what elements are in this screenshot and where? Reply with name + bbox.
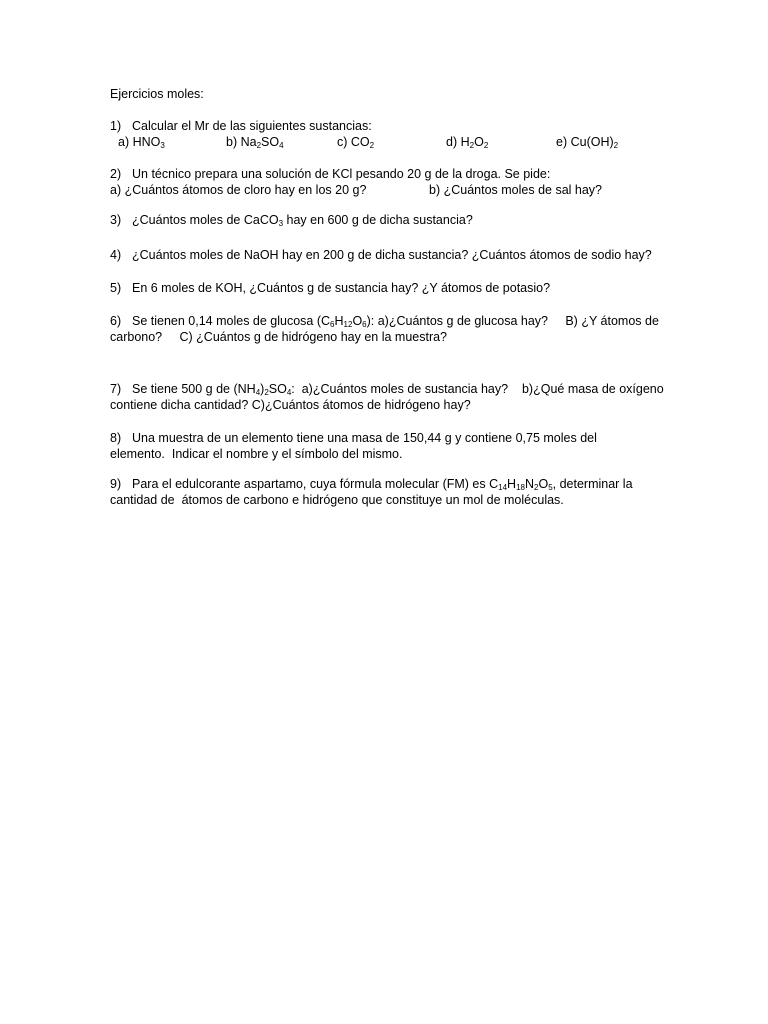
exercise-4: 4) ¿Cuántos moles de NaOH hay en 200 g de dicha sustancia? ¿Cuántos átomos de sodio hay? [110,248,652,262]
exercise-text: Un técnico prepara una solución de KCl pesando 20 g de la droga. Se pide: [132,167,551,181]
option-e: e) $Cu(OH)_2$ [556,135,619,150]
exercise-9: 9) Para el edulcorante aspartamo, cuya fórmula molecular (FM) es $C_{14}H_{18}N_2O_5$, determinar la cantidad de átomos de carbono e hidrógeno que constituye un mol de moléculas. [110,477,633,507]
exercise-8: 8) Una muestra de un elemento tiene una masa de 150,44 g y contiene 0,75 moles del elemento. Indicar el nombre y el símbolo del mismo. [110,431,597,461]
option-d: d) $H_2O_2$ [446,135,489,150]
exercise-7: 7) Se tiene 500 g de $(NH_4)_2SO_4$: a)¿Cuántos moles de sustancia hay? b)¿Qué masa de oxígeno contiene dicha cantidad? C)¿Cuántos átomos de hidrógeno hay? [110,382,664,412]
page-title: Ejercicios moles: [110,87,204,101]
worksheet [110,86,670,508]
option-b: b) $Na_2SO_4$ [226,135,284,150]
option-c: c) $CO_2$ [337,135,375,150]
exercise-3: 3) ¿Cuántos moles de CaCO$_3$ hay en 600 g de dicha sustancia? [110,213,473,228]
substance-options [110,134,670,150]
question-b: b) ¿Cuántos moles de sal hay? [429,183,603,197]
exercise-6: 6) Se tienen 0,14 moles de glucosa $(C_6H_{12}O_6)$: a)¿Cuántos g de glucosa hay? B) ¿Y átomos de carbono? C) ¿Cuántos g de hidrógeno hay en la muestra? [110,314,659,344]
exercise-number: 1) [110,119,122,133]
exercise-text: Calcular el Mr de las siguientes sustancias: [132,119,372,133]
exercise-2 [110,166,670,198]
exercise-1 [110,118,670,150]
option-a: a) $HNO_3$ [118,135,165,150]
exercise-number: 2) [110,167,122,181]
question-a: a) ¿Cuántos átomos de cloro hay en los 20 g? [110,183,367,197]
exercise-5: 5) En 6 moles de KOH, ¿Cuántos g de sustancia hay? ¿Y átomos de potasio? [110,281,551,295]
